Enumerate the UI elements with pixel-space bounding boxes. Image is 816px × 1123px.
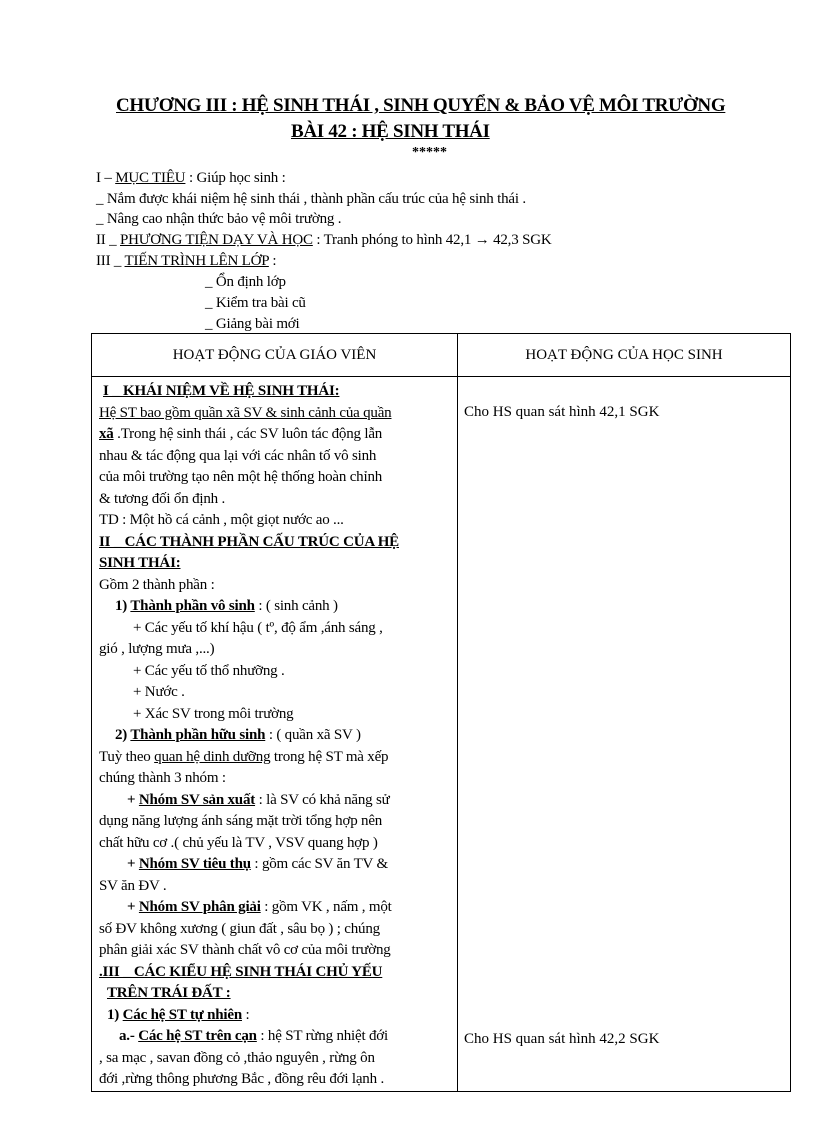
text-fragment: : hệ ST rừng nhiệt đới xyxy=(256,1028,389,1044)
process-rest: : xyxy=(268,253,277,269)
process-step: _ Giảng bài mới xyxy=(205,316,300,332)
text-fragment: 2) xyxy=(115,727,131,743)
objective-item: _ Nâng cao nhận thức bảo vệ môi trường . xyxy=(96,211,342,227)
subsection-heading xyxy=(99,596,451,618)
text-fragment: Nhóm SV tiêu thụ xyxy=(138,856,251,872)
objectives-rest: : Giúp học sinh : xyxy=(185,170,286,186)
text-line: số ĐV không xương ( giun đất , sâu bọ ) ; chúng xyxy=(99,920,380,937)
chapter-title: CHƯƠNG III : HỆ SINH THÁI , SINH QUYỂN & BẢO VỆ MÔI TRƯỜNG xyxy=(116,95,726,116)
materials-heading xyxy=(96,230,552,250)
text-fragment: : ( sinh cảnh ) xyxy=(254,598,338,614)
text-fragment: trong hệ ST mà xếp xyxy=(270,748,389,765)
text-line: SV ăn ĐV . xyxy=(99,877,167,894)
materials-label: PHƯƠNG TIỆN DẠY VÀ HỌC xyxy=(120,232,313,248)
text-fragment: Nhóm SV sản xuất xyxy=(138,791,256,808)
list-item: + Xác SV trong môi trường xyxy=(133,705,294,722)
subsection-heading xyxy=(99,1005,451,1027)
text-line: , sa mạc , savan đồng cỏ ,thảo nguyên , rừng ôn xyxy=(99,1049,375,1066)
process-heading xyxy=(96,251,276,271)
objective-item: _ Nắm được khái niệm hệ sinh thái , thành phần cấu trúc của hệ sinh thái . xyxy=(96,191,526,207)
text-fragment: : là SV có khả năng sử xyxy=(255,791,390,808)
list-item: + Các yếu tố khí hậu ( tº, độ ẩm ,ánh sáng , xyxy=(133,619,383,636)
group-item xyxy=(99,790,451,812)
activity-table xyxy=(91,333,791,1092)
group-item xyxy=(99,897,451,919)
text-line: chất hữu cơ .( chủ yếu là TV , VSV quang hợp ) xyxy=(99,834,378,851)
text-fragment: .Trong hệ sinh thái , các SV luôn tác động lẫn xyxy=(113,426,383,442)
student-column-header: HOẠT ĐỘNG CỦA HỌC SINH xyxy=(458,334,791,377)
text-line: nhau & tác động qua lại với các nhân tố vô sinh xyxy=(99,447,377,464)
subsection-heading xyxy=(99,725,451,747)
section-heading: SINH THÁI: xyxy=(99,555,181,571)
lesson-title: BÀI 42 : HỆ SINH THÁI xyxy=(291,121,490,142)
text-fragment: 1) xyxy=(115,598,131,614)
table-content-row xyxy=(92,377,791,1092)
subsection-item xyxy=(99,1026,451,1048)
text-line: & tương đối ổn định . xyxy=(99,490,226,507)
text-line: TD : Một hồ cá cảnh , một giọt nước ao ... xyxy=(99,512,344,528)
section-heading: .III _ CÁC KIỂU HỆ SINH THÁI CHỦ YẾU xyxy=(99,963,383,980)
text-line: Hệ ST bao gồm quần xã SV & sinh cảnh của quần xyxy=(99,404,392,421)
process-step: _ Ổn định lớp xyxy=(205,274,286,290)
objectives-label: MỤC TIÊU xyxy=(115,170,186,186)
text-line xyxy=(99,747,451,769)
text-line: gió , lượng mưa ,...) xyxy=(99,641,215,657)
text-fragment: : xyxy=(241,1006,250,1023)
text-fragment: Thành phần vô sinh xyxy=(130,598,255,614)
text-fragment: Các hệ ST trên cạn xyxy=(138,1028,257,1044)
text-fragment: + xyxy=(127,856,139,872)
title-separator: ***** xyxy=(412,145,447,160)
teacher-column-header: HOẠT ĐỘNG CỦA GIÁO VIÊN xyxy=(92,334,458,377)
process-step: _ Kiểm tra bài cũ xyxy=(205,295,306,311)
objectives-heading xyxy=(96,168,286,188)
process-label: TIẾN TRÌNH LÊN LỚP xyxy=(124,253,269,269)
objectives-prefix: I – xyxy=(96,170,116,186)
student-note: Cho HS quan sát hình 42,2 SGK xyxy=(464,1031,660,1047)
text-fragment: Nhóm SV phân giải xyxy=(138,899,261,915)
text-fragment: a.- xyxy=(119,1028,139,1044)
text-fragment: + xyxy=(127,899,139,915)
text-fragment: : ( quần xã SV ) xyxy=(265,727,361,743)
table-header-row xyxy=(92,334,791,377)
text-fragment: xã xyxy=(99,426,114,442)
text-line: của môi trường tạo nên một hệ thống hoàn chỉnh xyxy=(99,469,383,485)
teacher-activities-cell xyxy=(92,377,458,1092)
text-line: dụng năng lượng ánh sáng mặt trời tổng hợp nên xyxy=(99,813,383,829)
text-fragment: + xyxy=(127,791,139,808)
student-activities-cell xyxy=(458,377,791,1092)
section-heading: TRÊN TRÁI ĐẤT : xyxy=(107,985,231,1001)
materials-rest: : Tranh phóng to hình 42,1 → 42,3 SGK xyxy=(312,232,552,248)
text-fragment: Tuỳ theo xyxy=(99,748,155,765)
text-fragment: quan hệ dinh dưỡng xyxy=(154,748,271,765)
text-fragment: : gồm các SV ăn TV & xyxy=(250,856,388,872)
student-note: Cho HS quan sát hình 42,1 SGK xyxy=(464,404,660,420)
text-fragment: 1) xyxy=(107,1006,123,1023)
materials-prefix: II _ xyxy=(96,232,120,248)
text-fragment: : gồm VK , nấm , một xyxy=(260,899,392,915)
text-fragment: Các hệ ST tự nhiên xyxy=(122,1006,242,1023)
text-fragment: Thành phần hữu sinh xyxy=(130,727,266,743)
process-prefix: III _ xyxy=(96,253,125,269)
section-heading: II _ CÁC THÀNH PHẦN CẤU TRÚC CỦA HỆ xyxy=(99,533,399,550)
list-item: + Nước . xyxy=(133,684,185,700)
text-line: chúng thành 3 nhóm : xyxy=(99,770,226,786)
text-line: đới ,rừng thông phương Bắc , đồng rêu đới lạnh . xyxy=(99,1071,385,1087)
section-heading: I _ KHÁI NIỆM VỀ HỆ SINH THÁI: xyxy=(103,383,340,399)
text-line: Gồm 2 thành phần : xyxy=(99,576,215,593)
group-item xyxy=(99,854,451,876)
list-item: + Các yếu tố thổ nhưỡng . xyxy=(133,662,285,679)
text-line: phân giải xác SV thành chất vô cơ của môi trường xyxy=(99,942,391,958)
text-line xyxy=(99,424,451,446)
